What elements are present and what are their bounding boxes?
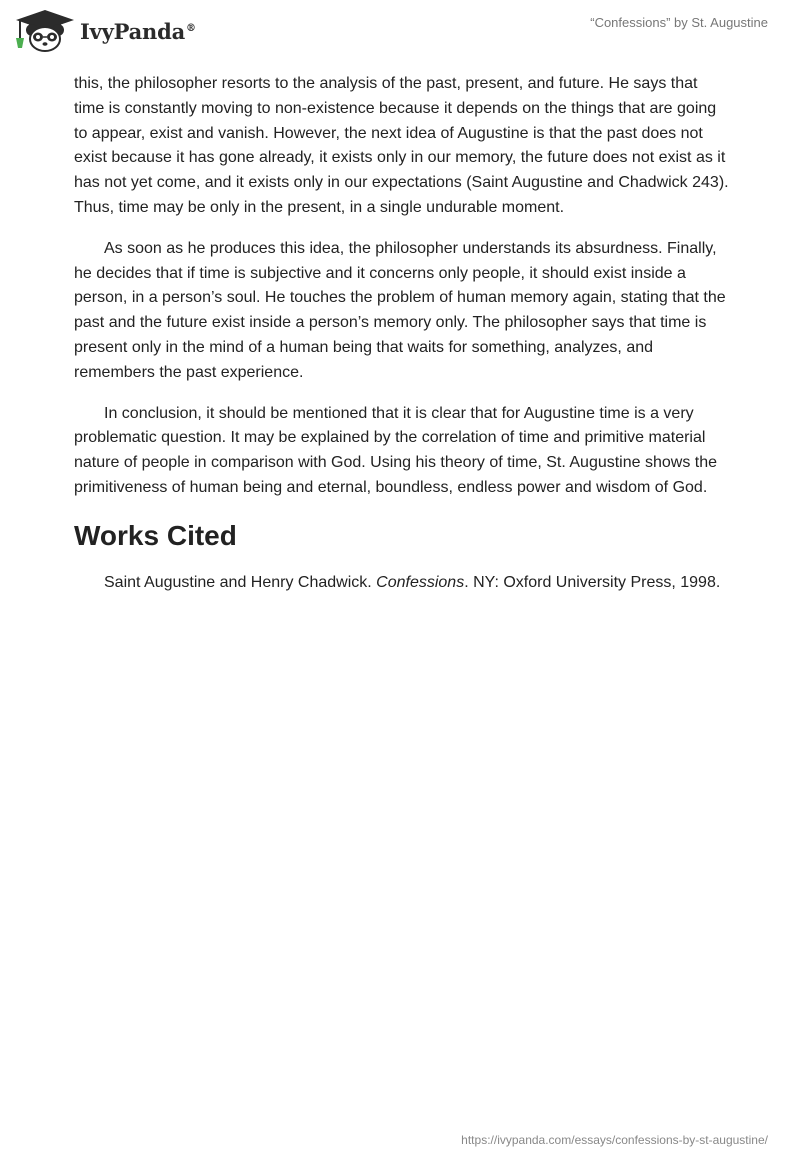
ivypanda-logo[interactable] <box>14 8 196 52</box>
running-title: “Confessions” by St. Augustine <box>590 15 768 30</box>
body-paragraph: As soon as he produces this idea, the philosopher understands its absurdness. Finally, he decides that if time is subjective and it concerns only people, it should exist inside a person, in a person’s soul. He touches the problem of human memory again, stating that the past and the future exist inside a person’s memory only. The philosopher says that time is present only in the mind of a human being that waits for something, analyzes, and remembers the past experience. <box>74 239 726 381</box>
citation-authors: Saint Augustine and Henry Chadwick. <box>104 573 377 591</box>
essay-content <box>74 72 730 612</box>
body-paragraph: In conclusion, it should be mentioned that it is clear that for Augustine time is a very problematic question. It may be explained by the correlation of time and primitive material nature of people in comparison with God. Using his theory of time, St. Augustine shows the primitiveness of human being and eternal, boundless, endless power and wisdom of God. <box>74 404 718 496</box>
page-header <box>0 0 800 70</box>
works-cited-heading: Works Cited <box>74 519 237 551</box>
panda-graduate-icon <box>14 8 76 52</box>
footer-url[interactable]: https://ivypanda.com/essays/confessions-by-st-augustine/ <box>461 1133 768 1147</box>
citation-publication: . NY: Oxford University Press, 1998. <box>464 573 721 591</box>
body-paragraph: this, the philosopher resorts to the analysis of the past, present, and future. He says that time is constantly moving to non-existence because it depends on the things that are going to appear, exist and vanish. However, the next idea of Augustine is that the past does not exist because it has gone already, it exists only in our memory, the future does not exist as it has not yet come, and it exists only in our expectations (Saint Augustine and Chadwick 243). Thus, time may be only in the present, in a single undurable moment. <box>74 75 729 216</box>
citation-entry <box>74 571 730 596</box>
logo-wordmark: IvyPanda® <box>80 18 196 44</box>
citation-title: Confessions <box>376 573 465 591</box>
